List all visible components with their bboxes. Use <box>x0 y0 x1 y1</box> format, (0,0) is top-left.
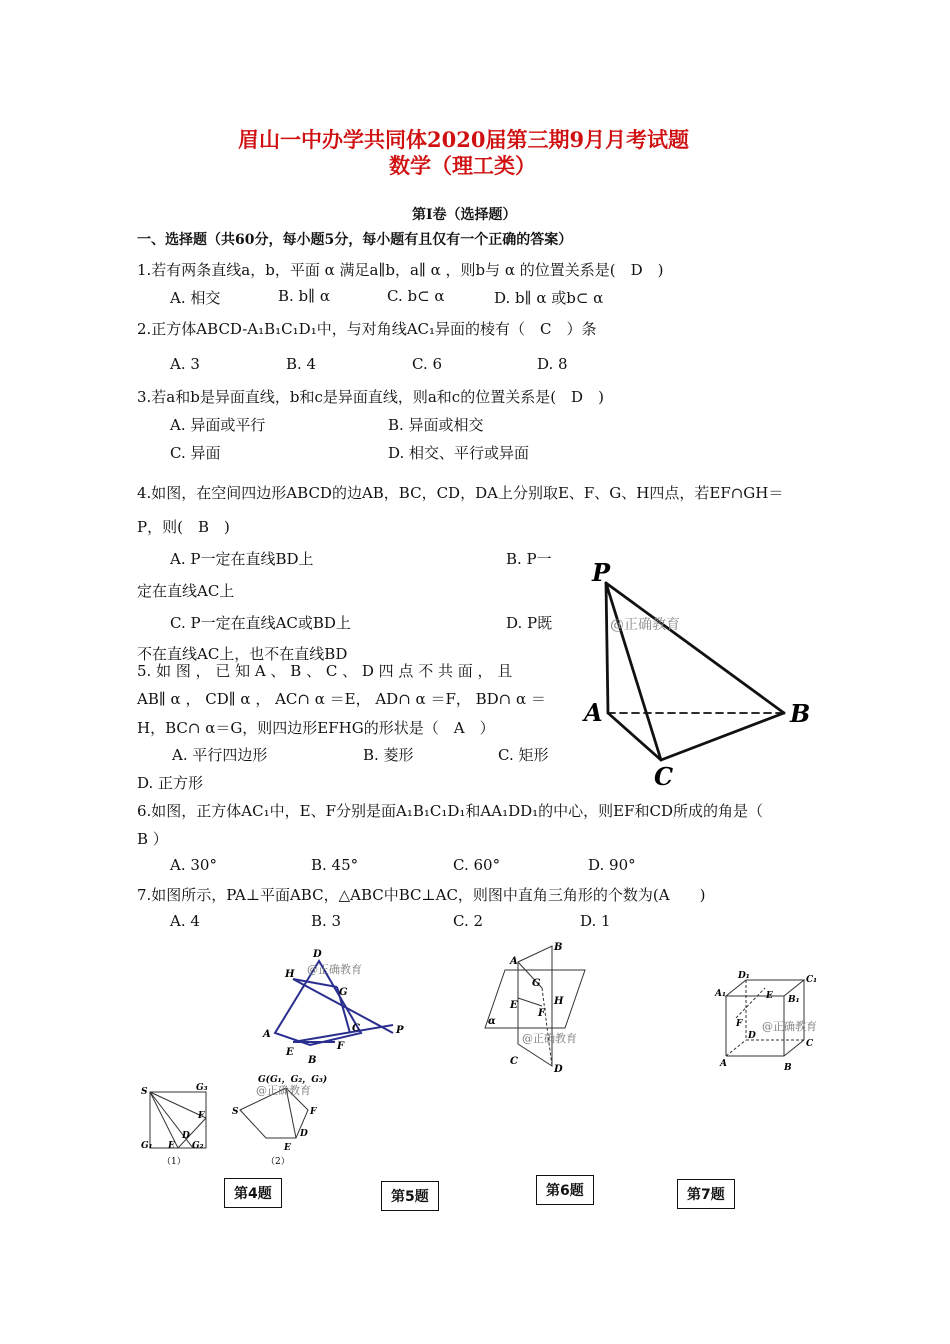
fig7-label-b: B <box>784 1063 792 1073</box>
q6-stem-line2: B ） <box>137 830 168 848</box>
q4-option-d-part2: 不在直线AC上，也不在直线BD <box>137 645 348 663</box>
label-b: B <box>790 699 811 728</box>
figure-label-q6: 第6题 <box>536 1175 594 1205</box>
q5-option-c: C. 矩形 <box>498 746 549 764</box>
fig7-label-f: F <box>736 1019 743 1029</box>
q4-stem-line1: 4.如图，在空间四边形ABCD的边AB，BC，CD，DA上分别取E、F、G、H四点，若EF∩GH＝ <box>137 484 784 502</box>
fig7-label-d: D <box>748 1031 756 1041</box>
label-p: P <box>592 558 611 587</box>
q5-stem-line1: 5. 如 图 ， 已 知 A 、 B 、 C 、 D 四 点 不 共 面 ， 且 <box>137 662 513 680</box>
q5-option-a: A. 平行四边形 <box>172 746 268 764</box>
fig4-label-h: H <box>285 969 295 980</box>
figure-label-q7: 第7题 <box>677 1179 735 1209</box>
fig4-label-b: B <box>308 1055 317 1066</box>
fig5-label-b: B <box>554 942 563 953</box>
fold-label-f2: F <box>310 1107 317 1117</box>
fig5-label-g: G <box>532 978 541 989</box>
q3-option-a: A. 异面或平行 <box>170 416 266 434</box>
q3-stem: 3.若a和b是异面直线，b和c是异面直线，则a和c的位置关系是( D ) <box>137 388 604 406</box>
q1-option-d: D. b∥ α 或b⊂ α <box>494 289 604 307</box>
q5-option-b: B. 菱形 <box>363 746 414 764</box>
q1-stem: 1.若有两条直线a，b，平面 α 满足a∥b，a∥ α ，则b与 α 的位置关系是( D ) <box>137 261 664 279</box>
q2-option-a: A. 3 <box>170 355 200 373</box>
fig5-label-h: H <box>554 996 564 1007</box>
fold-label-g1: G₁ <box>141 1141 153 1151</box>
q1-option-c: C. b⊂ α <box>387 287 445 305</box>
fig5-label-e: E <box>510 1000 518 1011</box>
plane-abcd <box>518 946 552 1066</box>
q5-stem-line3: H，BC∩ α＝G，则四边形EFHG的形状是（ A ） <box>137 719 495 737</box>
fig4-label-a: A <box>263 1029 271 1040</box>
fold-s-e <box>150 1092 178 1148</box>
fig4-label-e: E <box>286 1047 294 1058</box>
fig7-label-c1: C₁ <box>806 975 818 985</box>
fig5-watermark: @正确教育 <box>522 1032 577 1045</box>
label-a: A <box>584 698 603 727</box>
q2-option-b: B. 4 <box>286 355 317 373</box>
fig7-label-e: E <box>766 991 773 1001</box>
fold-label-g3: G₃ <box>196 1083 208 1093</box>
q6-option-b: B. 45° <box>311 856 359 874</box>
figure-folding <box>138 1074 338 1170</box>
cube-hidden-ad <box>726 1040 746 1056</box>
fig5-label-alpha: α <box>488 1016 496 1027</box>
fold-label-top: G(G₁，G₂，G₃) <box>258 1075 328 1085</box>
fold-watermark: @正确教育 <box>256 1084 311 1097</box>
edge-pc <box>606 583 661 760</box>
watermark: @正确教育 <box>610 617 680 633</box>
cube-edge-bc <box>784 1040 804 1056</box>
line-ep <box>293 1025 393 1042</box>
q6-option-c: C. 60° <box>453 856 501 874</box>
fig5-label-f: F <box>538 1008 546 1019</box>
q4-option-b-part1: B. P一 <box>506 550 552 568</box>
part-heading: 第Ⅰ卷（选择题） <box>412 207 517 223</box>
q4-option-a: A. P一定在直线BD上 <box>170 550 314 568</box>
q4-option-b-part2: 定在直线AC上 <box>137 582 235 600</box>
q2-option-c: C. 6 <box>412 355 443 373</box>
fig7-label-c: C <box>806 1039 814 1049</box>
q7-option-d: D. 1 <box>580 912 611 930</box>
fold-label-g2: G₂ <box>192 1141 204 1151</box>
q6-stem-line1: 6.如图，正方体AC₁中，E、F分别是面A₁B₁C₁D₁和AA₁DD₁的中心，则EF和CD所成的角是（ <box>137 802 764 820</box>
segment-ef <box>736 988 765 1018</box>
q7-stem: 7.如图所示，PA⊥平面ABC，△ABC中BC⊥AC，则图中直角三角形的个数为(A ) <box>137 886 706 904</box>
q4-stem-line2: P，则( B ) <box>137 518 230 536</box>
edge-pa <box>606 583 608 713</box>
fold-label-d: D <box>182 1131 190 1141</box>
q5-option-d: D. 正方形 <box>137 774 204 792</box>
tetrahedron-figure <box>580 555 820 790</box>
fold-label-f: F <box>198 1111 205 1121</box>
q1-option-a: A. 相交 <box>170 289 221 307</box>
q3-option-b: B. 异面或相交 <box>388 416 484 434</box>
exam-title: 眉山一中办学共同体2020届第三期9月月考试题 <box>238 127 690 152</box>
figure-q5 <box>480 938 590 1078</box>
exam-subtitle: 数学（理工类） <box>389 153 536 178</box>
q7-option-a: A. 4 <box>170 912 200 930</box>
fig5-label-d: D <box>554 1064 563 1075</box>
figure-label-q4: 第4题 <box>224 1178 282 1208</box>
fig7-label-d1: D₁ <box>738 971 750 981</box>
figure-label-q5: 第5题 <box>381 1181 439 1211</box>
q3-option-d: D. 相交、平行或异面 <box>388 444 530 462</box>
q4-option-d-part1: D. P既 <box>506 614 553 632</box>
fold-label-e2: E <box>284 1143 291 1153</box>
label-c: C <box>654 762 674 790</box>
fold-label-s2: S <box>232 1107 239 1117</box>
q7-option-c: C. 2 <box>453 912 484 930</box>
edge-pb <box>606 583 784 713</box>
fold-label-d2: D <box>300 1129 308 1139</box>
q4-option-c: C. P一定在直线AC或BD上 <box>170 614 351 632</box>
fig4-label-g: G <box>339 987 348 998</box>
q7-option-b: B. 3 <box>311 912 342 930</box>
edge-cb <box>661 713 784 760</box>
fig4-label-f: F <box>337 1041 345 1052</box>
q2-stem: 2.正方体ABCD-A₁B₁C₁D₁中，与对角线AC₁异面的棱有（ C ）条 <box>137 320 597 338</box>
edge-d <box>542 988 552 1066</box>
fig7-label-a1: A₁ <box>715 989 726 999</box>
edge-ef <box>518 998 542 1006</box>
fig4-label-c: C <box>352 1023 360 1034</box>
fold-caption-1: （1） <box>162 1157 186 1167</box>
fig5-label-c: C <box>510 1056 518 1067</box>
fold-label-s: S <box>141 1087 148 1097</box>
fold-label-e: E <box>168 1141 175 1151</box>
q6-option-d: D. 90° <box>588 856 636 874</box>
fold-caption-2: （2） <box>266 1157 290 1167</box>
figure-q6-cube <box>712 966 824 1078</box>
fig6-watermark: @正确教育 <box>762 1020 817 1033</box>
q6-option-a: A. 30° <box>170 856 217 874</box>
fig4-watermark: @正确教育 <box>307 963 362 976</box>
fig7-label-a: A <box>720 1059 727 1069</box>
fig7-label-b1: B₁ <box>788 995 800 1005</box>
section-heading: 一、选择题（共60分，每小题5分，每小题有且仅有一个正确的答案） <box>137 232 573 248</box>
figure-q4 <box>255 945 415 1070</box>
q1-option-b: B. b∥ α <box>278 287 330 305</box>
q3-option-c: C. 异面 <box>170 444 221 462</box>
fig4-label-p: P <box>396 1025 404 1036</box>
q2-option-d: D. 8 <box>537 355 568 373</box>
q5-stem-line2: AB∥ α ， CD∥ α ， AC∩ α ＝E， AD∩ α ＝F， BD∩ α ＝ <box>137 690 546 708</box>
fig5-label-a: A <box>510 956 518 967</box>
fig4-label-d: D <box>313 949 322 960</box>
